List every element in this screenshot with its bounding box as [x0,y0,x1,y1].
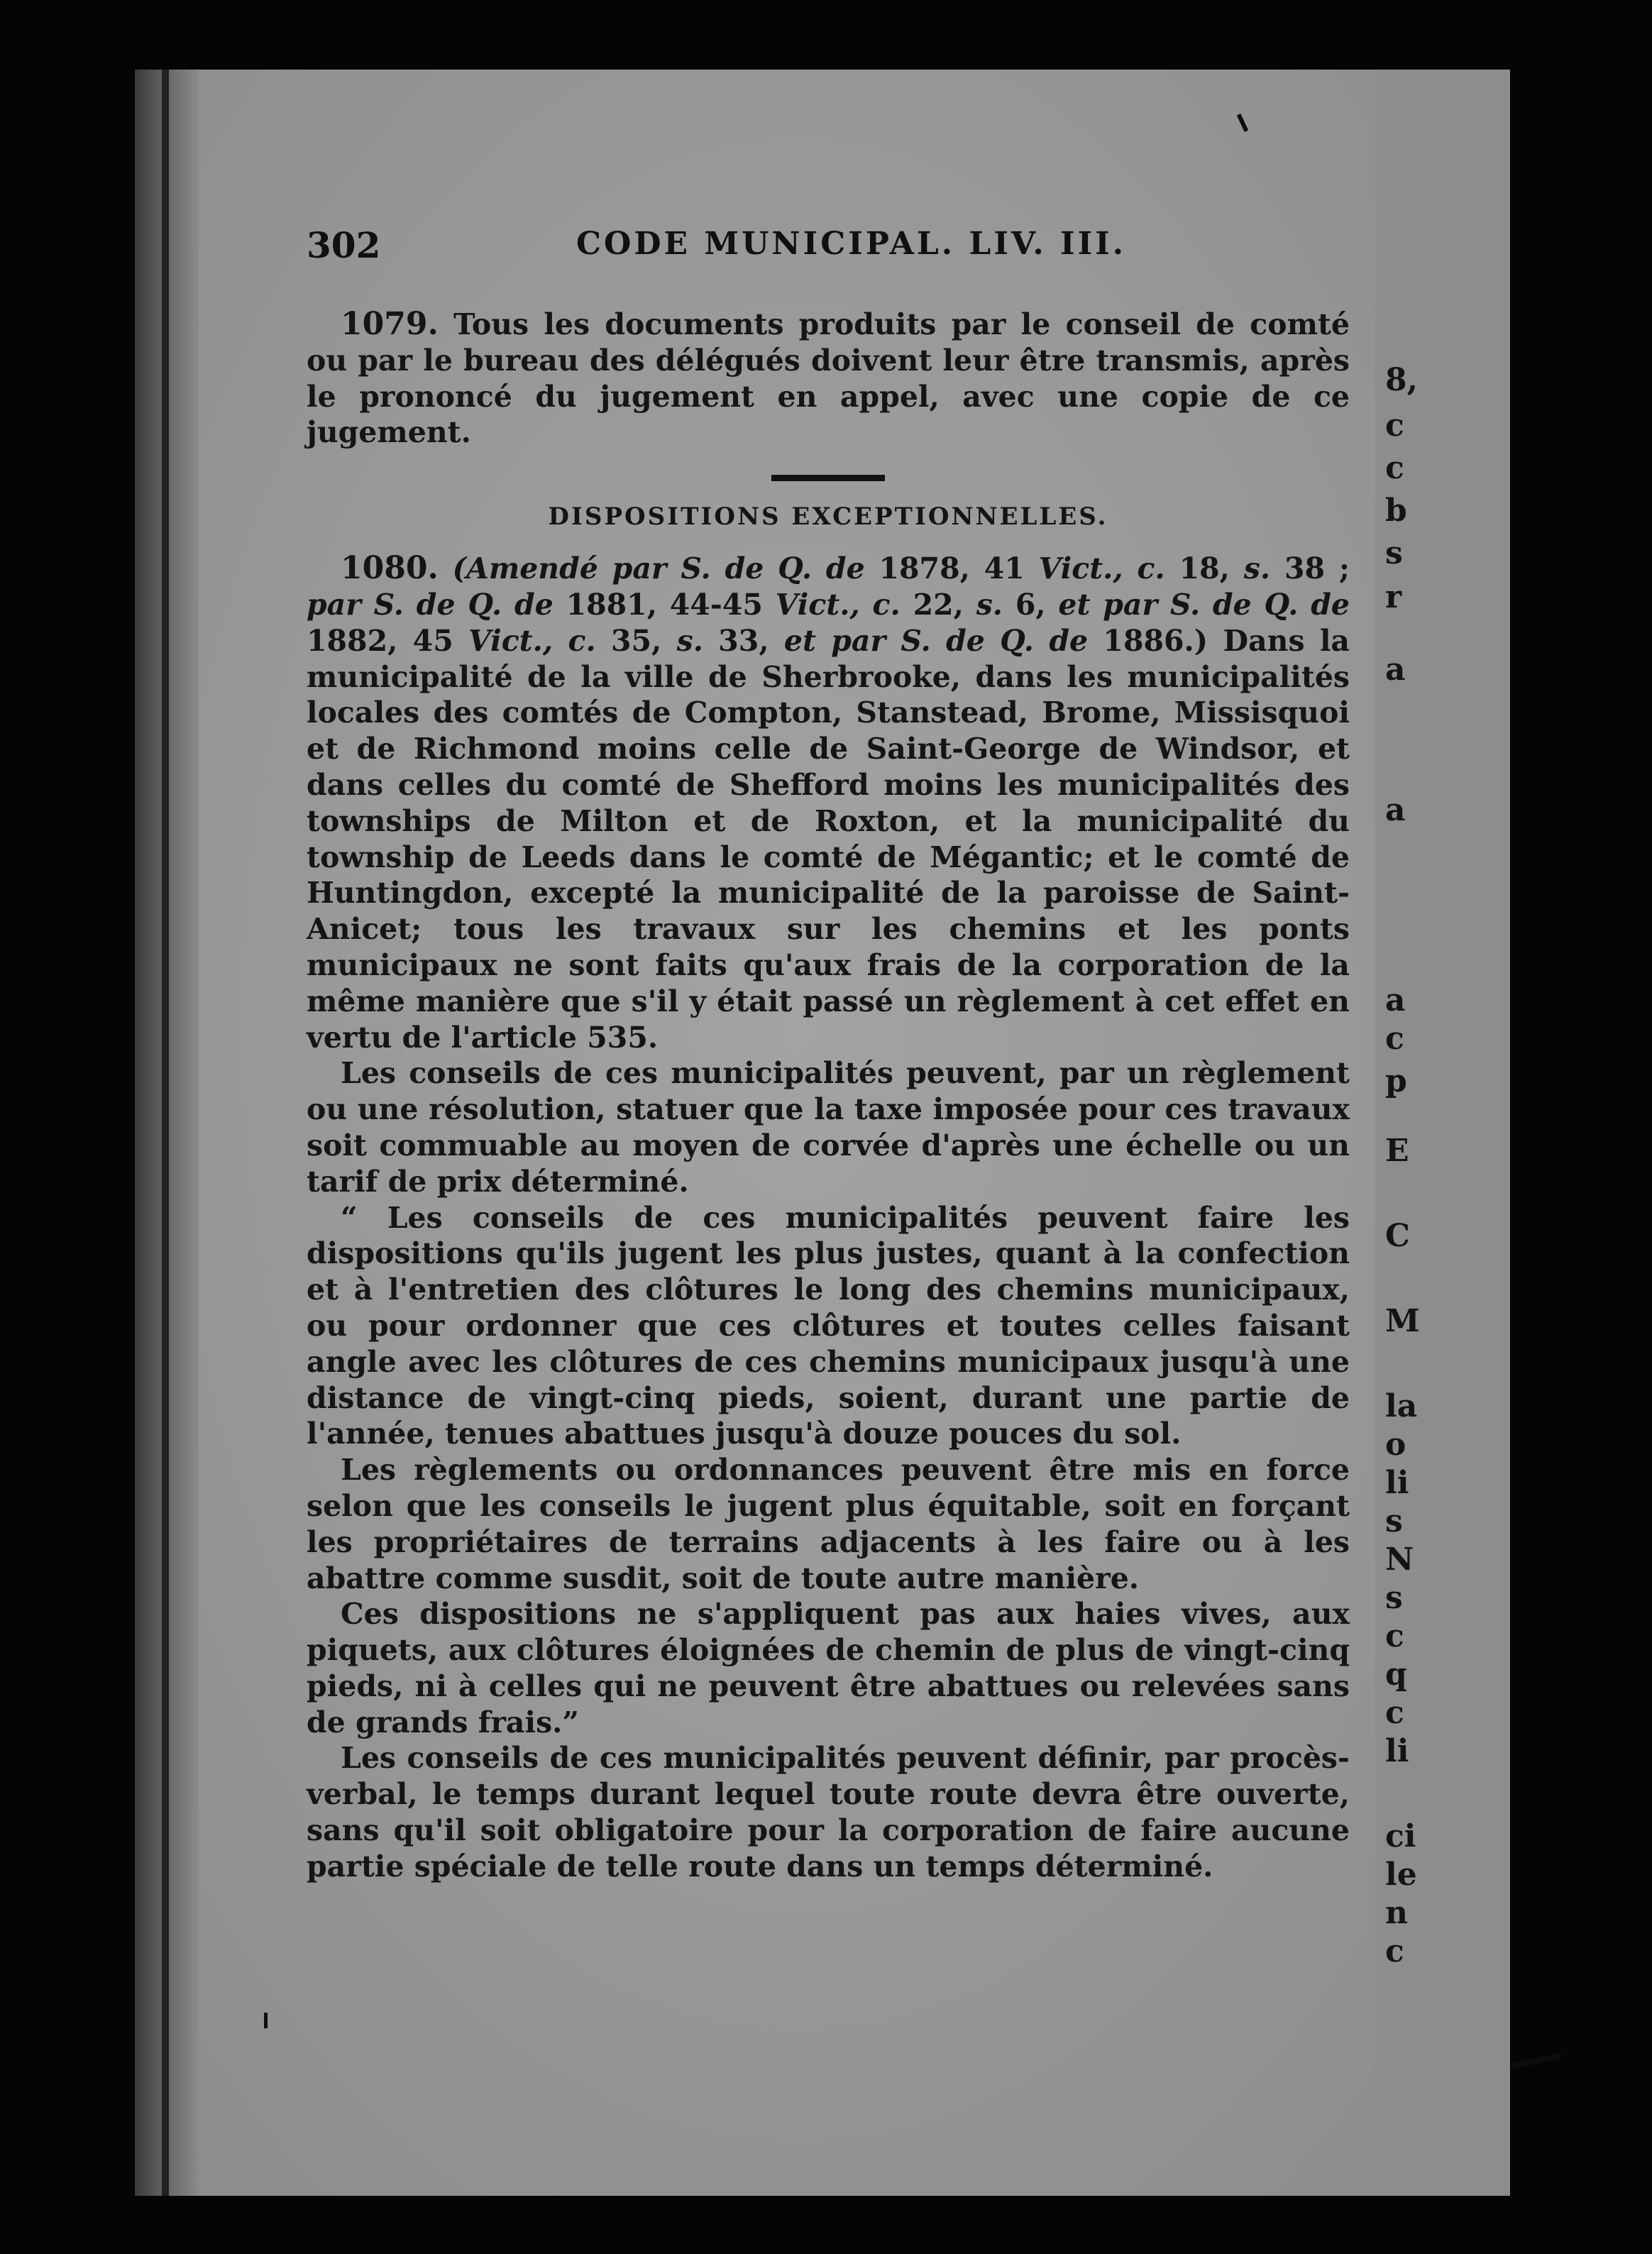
amendment-ref: 1881, 44-45 [566,587,763,622]
adjacent-fragment: la [1385,1388,1418,1424]
section-heading: DISPOSITIONS EXCEPTIONNELLES. [548,502,1108,532]
adjacent-fragment: q [1385,1656,1407,1693]
amendment-ref: (Amendé par S. de Q. de [452,551,865,586]
adjacent-fragment: c [1385,1933,1404,1969]
amendment-ref: s. [976,587,1003,622]
article-1080-amendment [307,551,1350,1055]
amendment-ref: Vict., c. [468,623,596,658]
page-header [307,224,1350,267]
adjacent-fragment: M [1385,1303,1420,1339]
adjacent-fragment: n [1385,1895,1408,1931]
amendment-ref: 1882, 45 [307,623,453,658]
adjacent-page-strip [1375,70,1510,2196]
page-number: 302 [307,224,381,266]
adjacent-fragment: N [1385,1541,1414,1578]
adjacent-fragment: le [1385,1857,1417,1893]
adjacent-fragment: o [1385,1426,1406,1463]
amendment-ref: 33, [718,623,769,658]
amendment-ref: 38 ; [1284,551,1350,586]
article-1079 [307,307,1350,451]
adjacent-fragment: c [1385,1695,1404,1731]
adjacent-fragment: li [1385,1465,1409,1501]
article-1080-paragraph-4: Les règlements ou ordonnances peuvent être mis en force selon que les conseils le jugent plus équitable, soit en forçant les propriétaires de terrains adjacents à les faire ou à les abattre comme susdit, soit de toute autre manière. [307,1453,1350,1595]
adjacent-fragment: c [1385,450,1404,486]
amendment-ref: 6, [1015,587,1046,622]
amendment-ref: s. [1243,551,1271,586]
adjacent-fragment: s [1385,535,1403,571]
amendment-ref: 1878, 41 [879,551,1025,586]
adjacent-fragment: b [1385,493,1407,529]
amendment-ref: 18, [1179,551,1230,586]
article-1080-paragraph-6: Les conseils de ces municipalités peuvent définir, par procès-verbal, le temps durant lequel toute route devra être ouverte, sans qu'il soit obligatoire pour la corporation de faire aucune partie spéciale de telle route dans un temps déterminé. [307,1741,1350,1884]
adjacent-fragment: 8, [1385,362,1418,398]
adjacent-fragment: a [1385,982,1406,1018]
amendment-ref: 35, [610,623,662,658]
running-title: CODE MUNICIPAL. LIV. III. [576,226,1127,262]
adjacent-fragment: c [1385,1021,1404,1057]
adjacent-fragment: c [1385,1618,1404,1654]
adjacent-fragment: E [1385,1133,1409,1169]
article-text: Tous les documents produits par le conseil de comté ou par le bureau des délégués doivent leur être transmis, après le prononcé du jugement en appel, avec une copie de ce jugement. [307,307,1350,450]
page-body [307,307,1350,1885]
amendment-ref: s. [676,623,703,658]
film-speck [264,2013,268,2028]
adjacent-fragment: a [1385,792,1406,828]
adjacent-fragment: s [1385,1503,1403,1539]
article-number: 1079. [341,306,439,342]
amendment-ref: 22, [913,587,964,622]
adjacent-fragment: s [1385,1580,1403,1616]
article-1080-paragraph-3: “ Les conseils de ces municipalités peuvent faire les dispositions qu'ils jugent les plus justes, quant à la confection et à l'entretien des clôtures le long des chemins municipaux, ou pour ordonner que ces clôtures et toutes celles faisant angle avec les clôtures de ces chemins municipaux jusqu'à une distance de vingt-cinq pieds, soient, durant une partie de l'année, tenues abattues jusqu'à douze pouces du sol. [307,1200,1350,1451]
amendment-ref: Vict., c. [1038,551,1165,586]
adjacent-fragment: c [1385,407,1404,444]
amendment-ref: Vict., c. [775,587,901,622]
article-1080-paragraph-1: Dans la municipalité de la ville de Sherbrooke, dans les municipalités locales des comtés de Compton, Stanstead, Brome, Missisquoi et de Richmond moins celle de Saint-George de Windsor, et dans celles du comté de Shefford moins les municipalités des townships de Milton et de Roxton, et la municipalité du township de Leeds dans le comté de Mégantic; et le comté de Huntingdon, excepté la municipalité de la paroisse de Saint-Anicet; tous les travaux sur les chemins et les ponts municipaux ne sont faits qu'aux frais de la corporation de la même manière que s'il y était passé un règlement à cet effet en vertu de l'article 535. [307,623,1350,1055]
adjacent-fragment: ci [1385,1818,1416,1854]
adjacent-fragment: r [1385,579,1402,615]
amendment-ref: et par S. de Q. de [1058,587,1350,622]
adjacent-fragment: p [1385,1063,1407,1099]
book-gutter [135,70,199,2196]
adjacent-fragment: a [1385,652,1406,688]
article-1080-paragraph-5: Ces dispositions ne s'appliquent pas aux haies vives, aux piquets, aux clôtures éloignées de chemin de plus de vingt-cinq pieds, ni à celles qui ne peuvent être abattues ou relevées sans de grands frais.” [307,1597,1350,1739]
film-speck [1511,2053,1561,2069]
article-number: 1080. [341,550,439,587]
adjacent-fragment: li [1385,1733,1409,1769]
adjacent-fragment: C [1385,1218,1411,1254]
amendment-ref: et par S. de Q. de [783,623,1089,658]
section-rule [771,475,885,481]
amendment-ref: par S. de Q. de [307,587,554,622]
article-1080-paragraph-2: Les conseils de ces municipalités peuvent, par un règlement ou une résolution, statuer que la taxe imposée pour ces travaux soit commuable au moyen de corvée d'après une échelle ou un tarif de prix déterminé. [307,1056,1350,1199]
amendment-ref: 1886.) [1103,623,1208,658]
